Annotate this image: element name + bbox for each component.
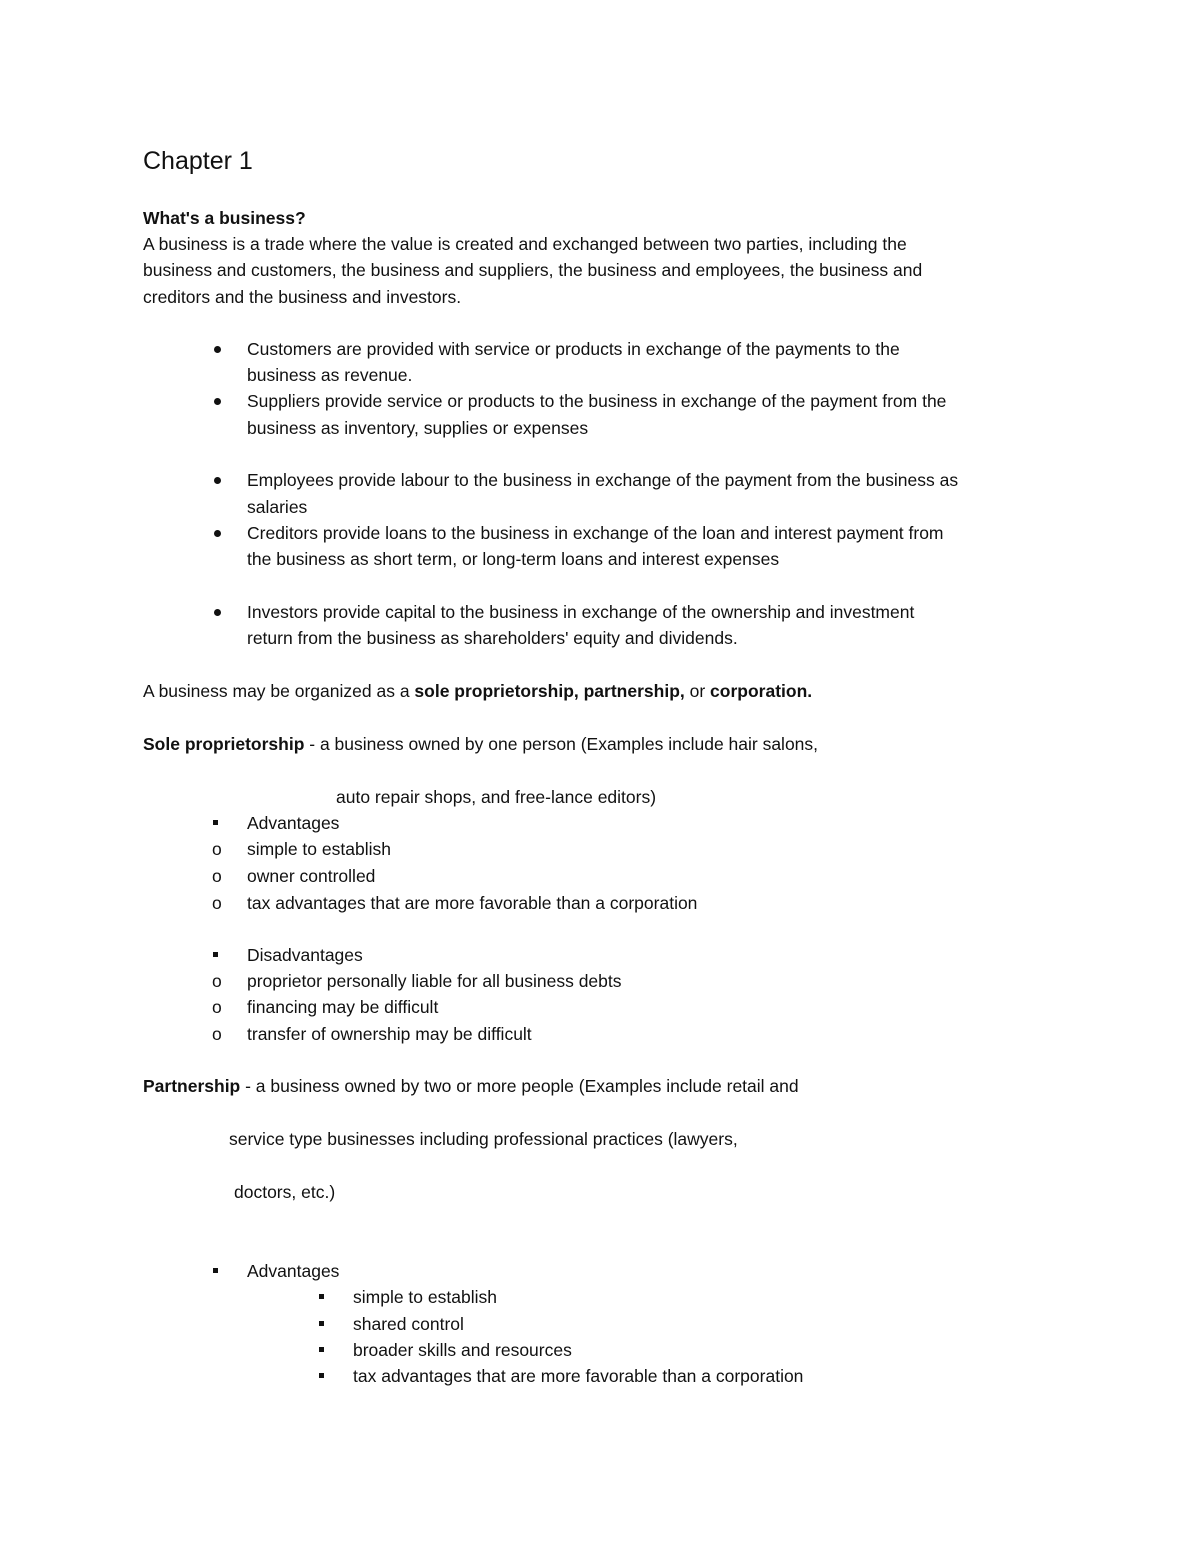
partnership-term: Partnership (143, 1076, 241, 1096)
intro-line: A business is a trade where the value is created and exchanged between two parties, including the (143, 234, 907, 254)
circle-bullet-icon: o (212, 866, 222, 886)
square-bullet-icon (213, 820, 218, 825)
list-item-continued: salaries (247, 497, 308, 517)
square-bullet-icon (213, 952, 218, 957)
sole-advantages-label: Advantages (247, 813, 340, 833)
bullet-icon (214, 398, 221, 405)
circle-bullet-icon: o (212, 893, 222, 913)
circle-bullet-icon: o (212, 971, 222, 991)
list-item-continued: business as inventory, supplies or expenses (247, 418, 589, 438)
sole-term: Sole proprietorship (143, 734, 305, 754)
list-item: Suppliers provide service or products to the business in exchange of the payment from the (247, 391, 947, 411)
circle-bullet-icon: o (212, 839, 222, 859)
partnership-definition (143, 1075, 799, 1097)
square-bullet-icon (319, 1294, 324, 1299)
organized-pre: A business may be organized as a (143, 681, 415, 701)
partnership-definition-continued: doctors, etc.) (234, 1182, 336, 1202)
square-bullet-icon (213, 1268, 218, 1273)
list-item: shared control (353, 1314, 464, 1334)
bullet-icon (214, 530, 221, 537)
list-item: Creditors provide loans to the business in exchange of the loan and interest payment from (247, 523, 944, 543)
square-bullet-icon (319, 1373, 324, 1378)
bullet-icon (214, 346, 221, 353)
sole-def: - a business owned by one person (Examples include hair salons, (304, 734, 819, 754)
intro-line: business and customers, the business and suppliers, the business and employees, the business and (143, 260, 923, 280)
intro-line: creditors and the business and investors. (143, 287, 462, 307)
list-item-continued: the business as short term, or long-term loans and interest expenses (247, 549, 780, 569)
sole-definition-continued: auto repair shops, and free-lance editors) (336, 787, 657, 807)
list-item: broader skills and resources (353, 1340, 572, 1360)
partnership-advantages-label: Advantages (247, 1261, 340, 1281)
partnership-def: - a business owned by two or more people (Examples include retail and (240, 1076, 799, 1096)
chapter-title: Chapter 1 (143, 147, 253, 175)
list-item-continued: business as revenue. (247, 365, 413, 385)
list-item: financing may be difficult (247, 997, 439, 1017)
bullet-icon (214, 609, 221, 616)
organized-mid: or (684, 681, 711, 701)
square-bullet-icon (319, 1321, 324, 1326)
list-item: proprietor personally liable for all business debts (247, 971, 622, 991)
list-item: Investors provide capital to the business in exchange of the ownership and investment (247, 602, 915, 622)
list-item: simple to establish (353, 1287, 497, 1307)
square-bullet-icon (319, 1347, 324, 1352)
list-item: tax advantages that are more favorable than a corporation (353, 1366, 804, 1386)
circle-bullet-icon: o (212, 1024, 222, 1044)
list-item: Customers are provided with service or products in exchange of the payments to the (247, 339, 900, 359)
partnership-definition-continued: service type businesses including professional practices (lawyers, (229, 1129, 738, 1149)
circle-bullet-icon: o (212, 997, 222, 1017)
list-item: transfer of ownership may be difficult (247, 1024, 532, 1044)
sole-definition (143, 733, 818, 755)
organized-sentence (143, 680, 812, 702)
organized-post: . (807, 681, 813, 701)
list-item: Employees provide labour to the business in exchange of the payment from the business as (247, 470, 959, 490)
organized-bold2: corporation (710, 681, 808, 701)
list-item: tax advantages that are more favorable than a corporation (247, 893, 698, 913)
list-item: owner controlled (247, 866, 376, 886)
intro-heading: What's a business? (143, 208, 306, 228)
sole-disadvantages-label: Disadvantages (247, 945, 363, 965)
organized-bold: sole proprietorship, partnership, (414, 681, 685, 701)
list-item: simple to establish (247, 839, 391, 859)
bullet-icon (214, 477, 221, 484)
list-item-continued: return from the business as shareholders' equity and dividends. (247, 628, 738, 648)
